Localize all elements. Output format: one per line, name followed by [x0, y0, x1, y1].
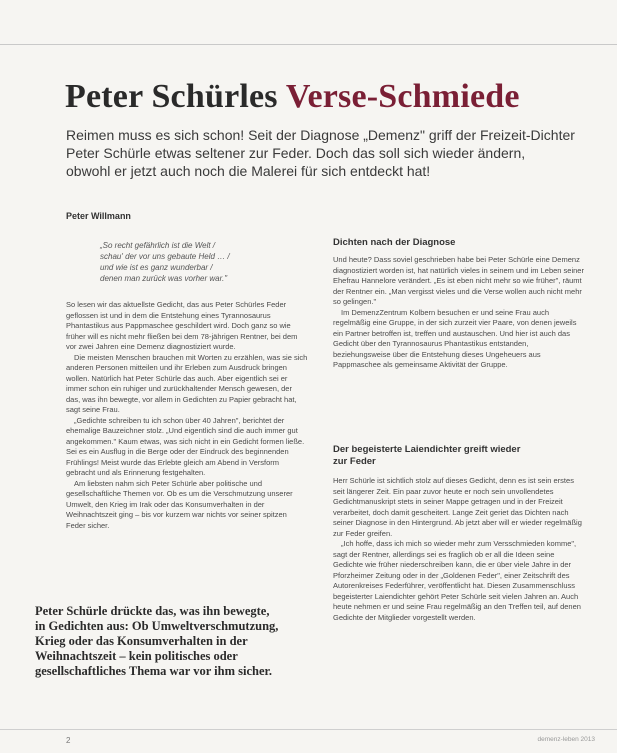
left-column-body [66, 300, 308, 531]
footer-publication: demenz-leben 2013 [537, 736, 595, 743]
poem-line: denen man zurück was vorher war." [100, 274, 228, 283]
article-title [65, 78, 520, 116]
title-part-2: Verse-Schmiede [285, 78, 520, 115]
right-column-body-2 [333, 476, 585, 623]
poem-line: „So recht gefährlich ist die Welt / [100, 241, 216, 250]
pull-quote [35, 604, 325, 679]
pull-quote-line: Krieg oder das Konsumverhalten in der [35, 634, 248, 648]
poem-quote [100, 240, 230, 284]
right-column-body-1 [333, 255, 585, 371]
pull-quote-line: Weihnachtszeit – kein politisches oder [35, 649, 238, 663]
body-paragraph: Im DemenzZentrum Kolbern besuchen er und seine Frau auch regelmäßig eine Gruppe, in der sich zurzeit vier Paare, von denen jeweils ein Partner betroffen ist, treffen und austauschen. Und hier ist auch das Gedicht über den Tyrannosaurus Phantastikus entstanden, beziehungsweise über die Entstehung dieses Ungeheuers aus Pappmaschee als gemeinsame Aktivität der Gruppe. [333, 307, 577, 369]
title-part-1: Peter Schürles [65, 78, 278, 115]
body-paragraph: Herr Schürle ist sichtlich stolz auf dieses Gedicht, denn es ist sein erstes seit längerer Zeit. Ein paar zuvor heute er noch sein unvollendetes Gedichtmanuskript stets in seiner Mappe getragen und in der Freizeit verarbeitet, doch damit gescheitert. Lange Zeit geriet das Dichten nach seiner Diagnose in den Hintergrund. Ab jetzt aber will er wieder regelmäßig zur Feder greifen. [333, 476, 582, 538]
section-heading-diagnosis: Dichten nach der Diagnose [333, 237, 456, 248]
top-divider [0, 44, 617, 45]
pull-quote-line: gesellschaftliches Thema war vor ihm sicher. [35, 664, 273, 678]
pull-quote-line: in Gedichten aus: Ob Umweltverschmutzung, [35, 619, 279, 633]
lead-line: Peter Schürle etwas seltener zur Feder. Doch das soll sich wieder ändern, [66, 145, 526, 161]
body-paragraph: Am liebsten nahm sich Peter Schürle aber politische und gesellschaftliche Themen vor. Ob es um die Verschmutzung unserer Umwelt, den Krieg im Irak oder das Konsumverhalten in der Weihnachtszeit ging – bis vor kurzem war nichts vor seiner spitzen Feder sicher. [66, 478, 293, 530]
body-paragraph: „Ich hoffe, dass ich mich so wieder mehr zum Versschmieden komme", sagt der Rentner, allerdings sei es fraglich ob er all die Ideen seine Gedichte wie früher niederschreiben kann, die er über viele Jahre in der Pforzheimer Zeitung oder in der „Goldenen Feder", einer Zeitschrift des Autorenkreises Federführer, veröffentlicht hat. Diesen Zusammenschluss begeisterter Laiendichter gehört Peter Schürle seit vielen Jahren an. Auch heute nehmen er und seine Frau regelmäßig an den Treffen teil, auf denen Gedichte der Mitglieder vorgestellt werden. [333, 539, 581, 622]
heading-line: Der begeisterte Laiendichter greift wieder [333, 444, 521, 455]
section-heading-poet [333, 444, 520, 468]
body-paragraph: Und heute? Dass soviel geschrieben habe bei Peter Schürle eine Demenz diagnostiziert worden ist, hat natürlich vieles in seinem und im Leben seiner Ehefrau Hannelore verändert. „Es ist eben nicht mehr so wie früher", räumt der Rentner ein. „Man vergisst vieles und die Verse wollen auch nicht mehr so gelingen." [333, 255, 584, 306]
heading-line: zur Feder [333, 456, 376, 467]
lead-line: Reimen muss es sich schon! Seit der Diagnose „Demenz" griff der Freizeit-Dichter [66, 127, 575, 143]
body-paragraph: „Gedichte schreiben tu ich schon über 40 Jahren", berichtet der ehemalige Bauzeichner stolz. „Und eigentlich sind die auch immer gut angekommen." Kaum etwas, was sich nicht in ein Gedicht formen ließe. Sei es ein Ausflug in die Berge oder der Eindruck des beginnenden Frühlings! Meist wurde das Erlebte gleich am Abend in Versform gebracht und als Erinnerung festgehalten. [66, 415, 305, 477]
poem-line: schau' der vor uns gebaute Held … / [100, 252, 230, 261]
author-byline: Peter Willmann [66, 211, 131, 221]
lead-paragraph [66, 126, 586, 180]
body-paragraph: Die meisten Menschen brauchen mit Worten zu erzählen, was sie sich anderen Personen mitteilen und ihr Erleben zum Ausdruck bringen wollen. Natürlich hat Peter Schürle das auch. Aber eigentlich sei er immer schon ein ruhiger und zurückhaltender Mensch gewesen, der das, was ihn bewegte, vor allem in Gedichten zu Papier gebracht hat, sagt seine Frau. [66, 352, 308, 414]
lead-line: obwohl er jetzt auch noch die Malerei für sich entdeckt hat! [66, 163, 431, 179]
body-paragraph: So lesen wir das aktuellste Gedicht, das aus Peter Schürles Feder geflossen ist und in dem die Entstehung eines Tyrannosaurus Phantastikus aus Pappmaschee geschildert wird. Doch ganz so wie früher will es nicht mehr fließen bei dem 78-jährigen Rentner, bei dem vor zwei Jahren eine Demenz diagnostiziert wurde. [66, 300, 298, 351]
bottom-divider [0, 729, 617, 730]
poem-line: und wie ist es ganz wunderbar / [100, 263, 213, 272]
pull-quote-line: Peter Schürle drückte das, was ihn bewegte, [35, 604, 270, 618]
page-number: 2 [66, 736, 71, 745]
